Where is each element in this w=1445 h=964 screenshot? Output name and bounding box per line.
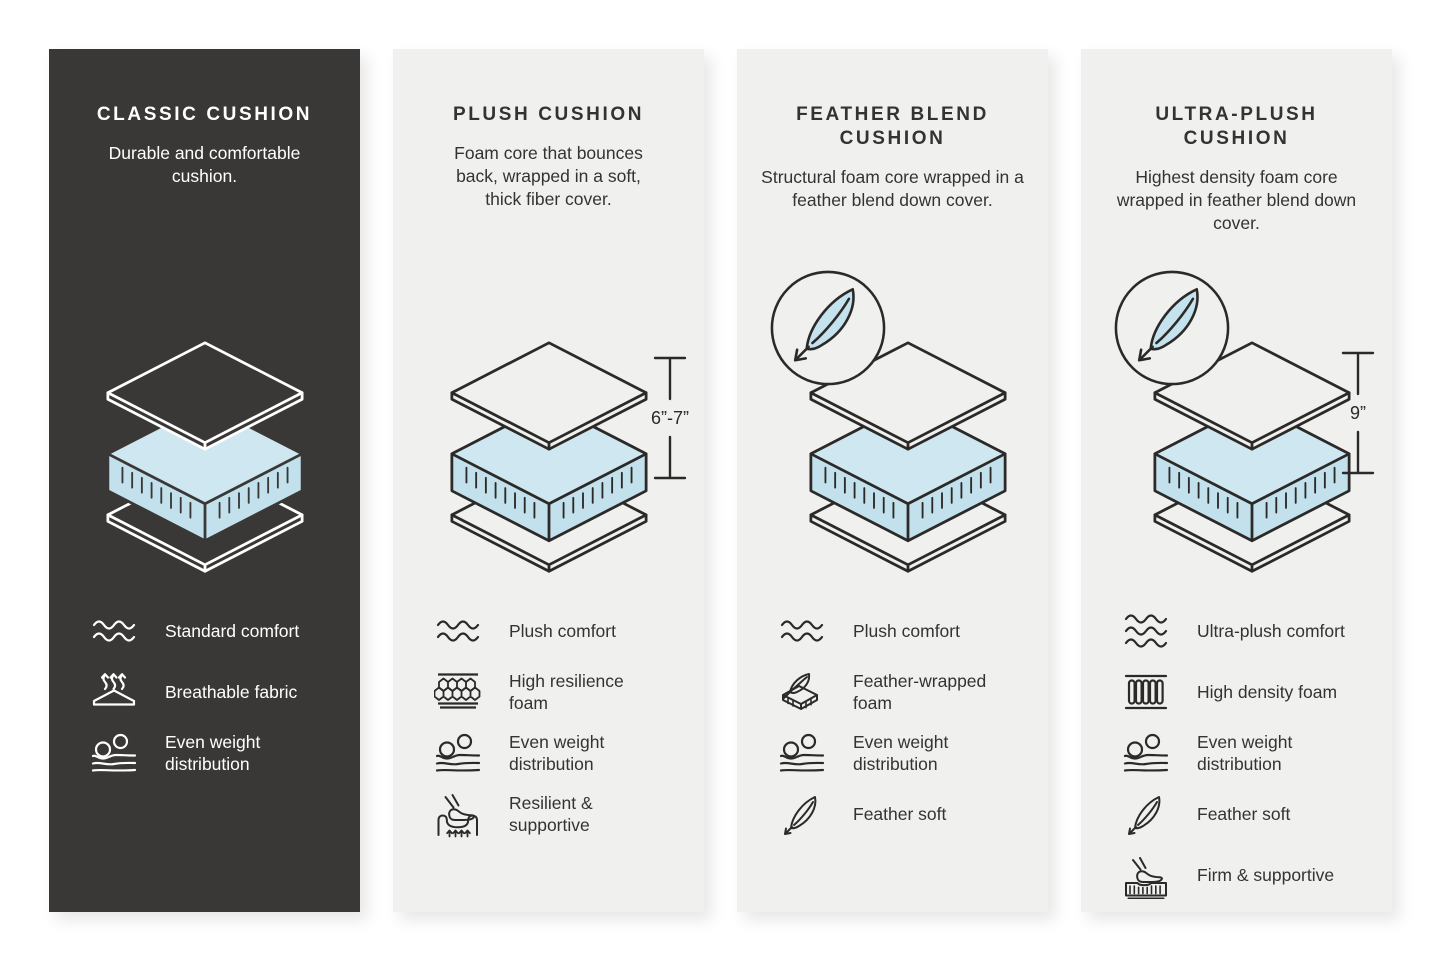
column-feather-blend-cushion [737, 49, 1048, 912]
breathable-icon [89, 668, 139, 716]
honeycomb-foam-icon [433, 668, 483, 716]
waves-icon [433, 607, 483, 655]
feature-row [433, 729, 690, 777]
column-plush-cushion [393, 49, 704, 912]
feature-label: Breathable fabric [165, 681, 298, 702]
column-description: Foam core that bounces back, wrapped in a soft, thick fiber cover. [454, 142, 643, 210]
feature-list [433, 607, 690, 851]
feature-label: Plush comfort [509, 620, 616, 641]
feature-label: Even weight distribution [509, 731, 605, 774]
cushion-illustration [737, 307, 1048, 607]
feature-label: High density foam [1197, 681, 1338, 702]
waves-icon [777, 607, 827, 655]
measurement-label: 6”-7” [650, 408, 690, 428]
feature-label: Even weight distribution [1197, 731, 1293, 774]
feather-icon [1121, 790, 1171, 838]
waves-icon [89, 607, 139, 655]
feature-label: Feather soft [853, 803, 947, 824]
feature-list [1121, 607, 1378, 912]
feature-label: Feather-wrapped foam [853, 670, 987, 713]
foot-firm-icon [1121, 851, 1171, 899]
capsule-foam-icon [1121, 668, 1171, 716]
measurement-label: 9” [1349, 403, 1367, 423]
column-classic-cushion [49, 49, 360, 912]
feather-badge-icon [1111, 267, 1233, 389]
weight-distribution-icon [89, 729, 139, 777]
cushion-illustration [49, 307, 360, 607]
feature-list [777, 607, 1034, 851]
waves-3-icon [1121, 607, 1171, 655]
feature-row [1121, 790, 1378, 838]
feature-row [1121, 851, 1378, 899]
feature-row [777, 607, 1034, 655]
column-title: CLASSIC CUSHION [96, 104, 313, 125]
weight-distribution-icon [1121, 729, 1171, 777]
feature-label: Standard comfort [165, 620, 300, 641]
feature-row [1121, 729, 1378, 777]
feature-row [777, 729, 1034, 777]
feature-row [777, 668, 1034, 716]
feather-icon [777, 790, 827, 838]
column-ultra-plush-cushion [1081, 49, 1392, 912]
feature-list [89, 607, 346, 790]
cushion-illustration [1081, 307, 1392, 607]
feature-label: Even weight distribution [165, 731, 261, 774]
column-description: Durable and comfortable cushion. [108, 142, 301, 187]
weight-distribution-icon [777, 729, 827, 777]
feature-row [433, 607, 690, 655]
height-measurement [647, 355, 693, 481]
feature-row [1121, 668, 1378, 716]
feature-label: High resilience foam [509, 670, 624, 713]
feature-row [777, 790, 1034, 838]
feature-row [89, 729, 346, 777]
feature-label: Even weight distribution [853, 731, 949, 774]
column-description: Structural foam core wrapped in a feather blend down cover. [761, 166, 1024, 210]
feature-label: Ultra-plush comfort [1197, 620, 1345, 641]
height-measurement [1335, 350, 1381, 476]
column-description: Highest density foam core wrapped in feather blend down cover. [1116, 166, 1357, 234]
feature-row [433, 790, 690, 838]
feather-wrapped-foam-icon [777, 668, 827, 716]
weight-distribution-icon [433, 729, 483, 777]
exploded-cushion-layers-icon [438, 339, 660, 576]
column-title: FEATHER BLEND CUSHION [796, 104, 989, 149]
feature-row [89, 668, 346, 716]
feature-row [89, 607, 346, 655]
feature-label: Resilient & supportive [509, 792, 593, 835]
foot-resilient-icon [433, 790, 483, 838]
feature-label: Plush comfort [853, 620, 960, 641]
feature-row [433, 668, 690, 716]
feature-label: Firm & supportive [1197, 864, 1335, 885]
feature-row [1121, 607, 1378, 655]
cushion-illustration [393, 307, 704, 607]
column-title: PLUSH CUSHION [452, 104, 645, 125]
exploded-cushion-layers-icon [94, 339, 316, 576]
feather-badge-icon [767, 267, 889, 389]
column-title: ULTRA-PLUSH CUSHION [1155, 104, 1318, 149]
feature-label: Feather soft [1197, 803, 1291, 824]
